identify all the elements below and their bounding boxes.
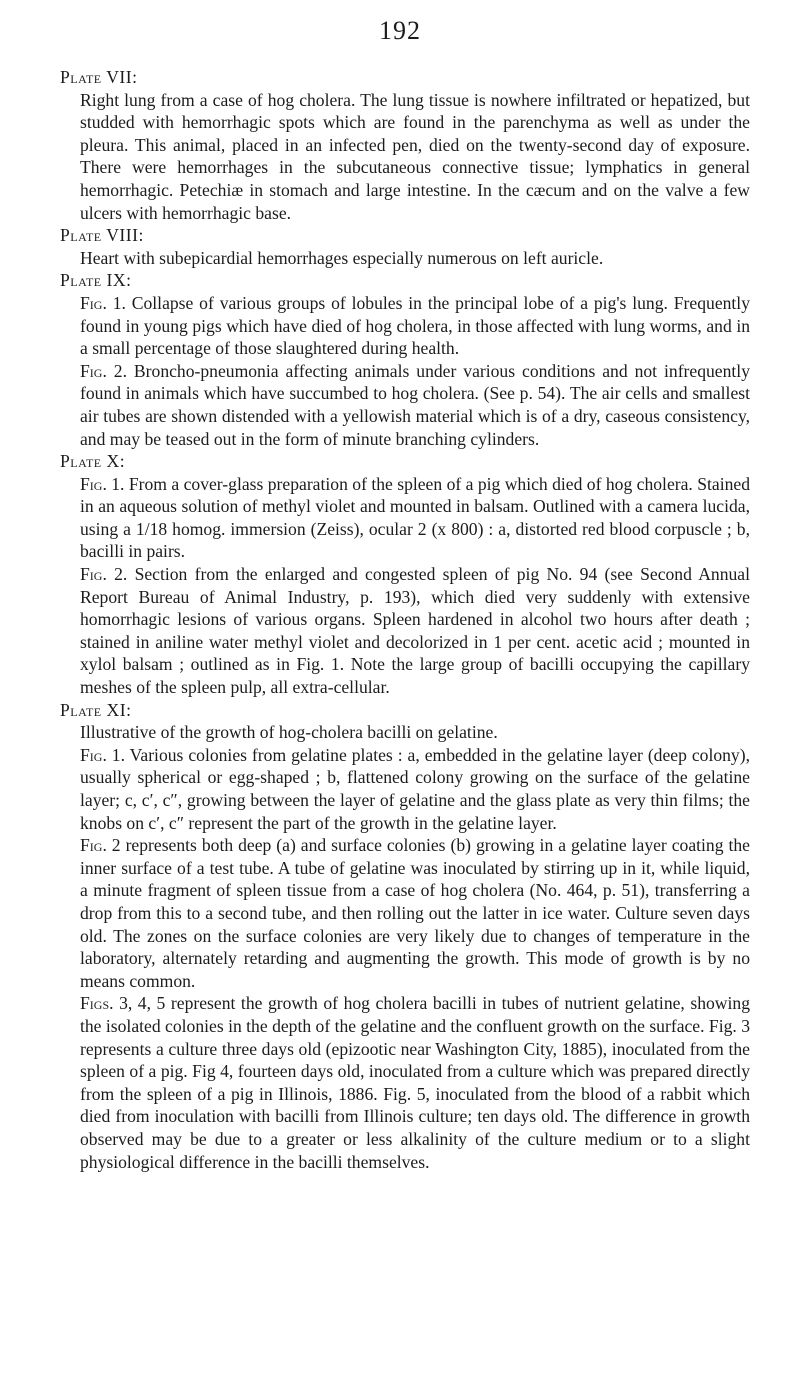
plate-heading: Plate VII: [60,67,138,87]
paragraph-text: Section from the enlarged and congested spleen of pig No. 94 (see Second Annual Report Bureau of Animal Industry, p. 193), which died very suddenly with extensive homorrhagic lesions of various organs. Spleen hardened in alcohol two hours after death ; stained in aniline water methyl violet and decolorized in 1 per cent. acetic acid ; mounted in xylol balsam ; outlined as in Fig. 1. Note the large group of bacilli occupying the capillary meshes of the spleen pulp, all extra-cellular. [80,564,750,698]
plate-paragraph [80,292,750,360]
figure-label: Figs. 3, 4, 5 [80,993,166,1014]
plate-paragraph [80,563,750,699]
plate-paragraph [80,834,750,992]
plate-paragraph [80,360,750,450]
plate-paragraph [80,744,750,834]
figure-label: Fig. 1. [80,744,125,765]
plate-heading: Plate XI: [60,699,132,720]
plate-paragraph [80,473,750,563]
paragraph-text: represents both deep (a) and surface colonies (b) growing in a gelatine layer coating the inner surface of a test tube. A tube of gelatine was inoculated by stirring up in it, while liquid, a minute fragment of spleen tissue from a case of hog cholera (No. 464, p. 51), transferring a drop from this to a second tube, and then rolling out the latter in ice water. Culture seven days old. The zones on the surface colonies are very likely due to changes of temperature in the laboratory, alternately retarding and augmenting the growth. This mode of growth is by no means common. [80,835,750,991]
plate-paragraph [80,992,750,1173]
page-number: 192 [379,16,421,45]
paragraph-text: Various colonies from gelatine plates : a, embedded in the gelatine layer (deep colony), usually spherical or egg-shaped ; b, flattened colony growing on the surface of the gelatine layer; c, c′, c″, growing between the layer of gelatine and the glass plate as very thin films; the knobs on c′, c″ represent the part of the growth in the gelatine layer. [80,744,750,833]
paragraph-text: From a cover-glass preparation of the spleen of a pig which died of hog cholera. Stained in an aqueous solution of methyl violet and mounted in balsam. Outlined with a camera lucida, using a 1/18 homog. immersion (Zeiss), ocular 2 (x 800) : a, distorted red blood corpuscle ; b, bacilli in pairs. [80,473,750,562]
figure-label: Fig. 1. [80,292,126,313]
figure-label: Fig. 2. [80,564,128,585]
figure-label: Fig. 2 [80,835,121,856]
paragraph-text: Right lung from a case of hog cholera. The lung tissue is nowhere infiltrated or hepatized, but studded with hemorrhagic spots which are found in the parenchyma as well as under the pleura. This animal, placed in an infected pen, died on the twenty-second day of exposure. There were hemorrhages in the subcutaneous connective tissue; lymphatics in general hemorrhagic. Petechiæ in stomach and large intestine. In the cæcum and on the valve a few ulcers with hemorrhagic base. [80,89,750,223]
plate-heading: Plate IX: [60,270,132,291]
figure-label: Fig. 1. [80,473,125,494]
plate-paragraph [80,721,750,744]
paragraph-text: Heart with subepicardial hemorrhages especially numerous on left auricle. [80,247,604,268]
plate-heading: Plate X: [60,451,126,472]
paragraph-text: Illustrative of the growth of hog-cholera bacilli on gelatine. [80,722,498,743]
figure-label: Fig. 2. [80,360,127,381]
body-text [60,66,750,1173]
paragraph-text: Broncho-pneumonia affecting animals under various conditions and not infrequently found in animals which have succumbed to hog cholera. (See p. 54). The air cells and smallest air tubes are shown distended with a yellowish material which is of a dry, caseous consistency, and may be teased out in the form of minute branching cylinders. [80,360,750,449]
paragraph-text: represent the growth of hog cholera bacilli in tubes of nutrient gelatine, showing the isolated colonies in the depth of the gelatine and the confluent growth on the surface. Fig. 3 represents a culture three days old (epizootic near Washington City, 1885), inoculated from the spleen of a pig. Fig 4, fourteen days old, inoculated from a culture which was prepared directly from the spleen of a pig in Illinois, 1886. Fig. 5, inoculated from the blood of a rabbit which died from inoculation with bacilli from Illinois culture; ten days old. The difference in growth observed may be due to a greater or less alkalinity of the culture medium or to a slight physiological difference in the bacilli themselves. [80,993,750,1172]
plate-paragraph [80,247,750,270]
plate-heading: Plate VIII: [60,225,144,246]
plate-paragraph [80,89,750,225]
paragraph-text: Collapse of various groups of lobules in the principal lobe of a pig's lung. Frequently found in young pigs which have died of hog cholera, in those affected with lung worms, and in a small percentage of those slaughtered during health. [80,292,750,359]
